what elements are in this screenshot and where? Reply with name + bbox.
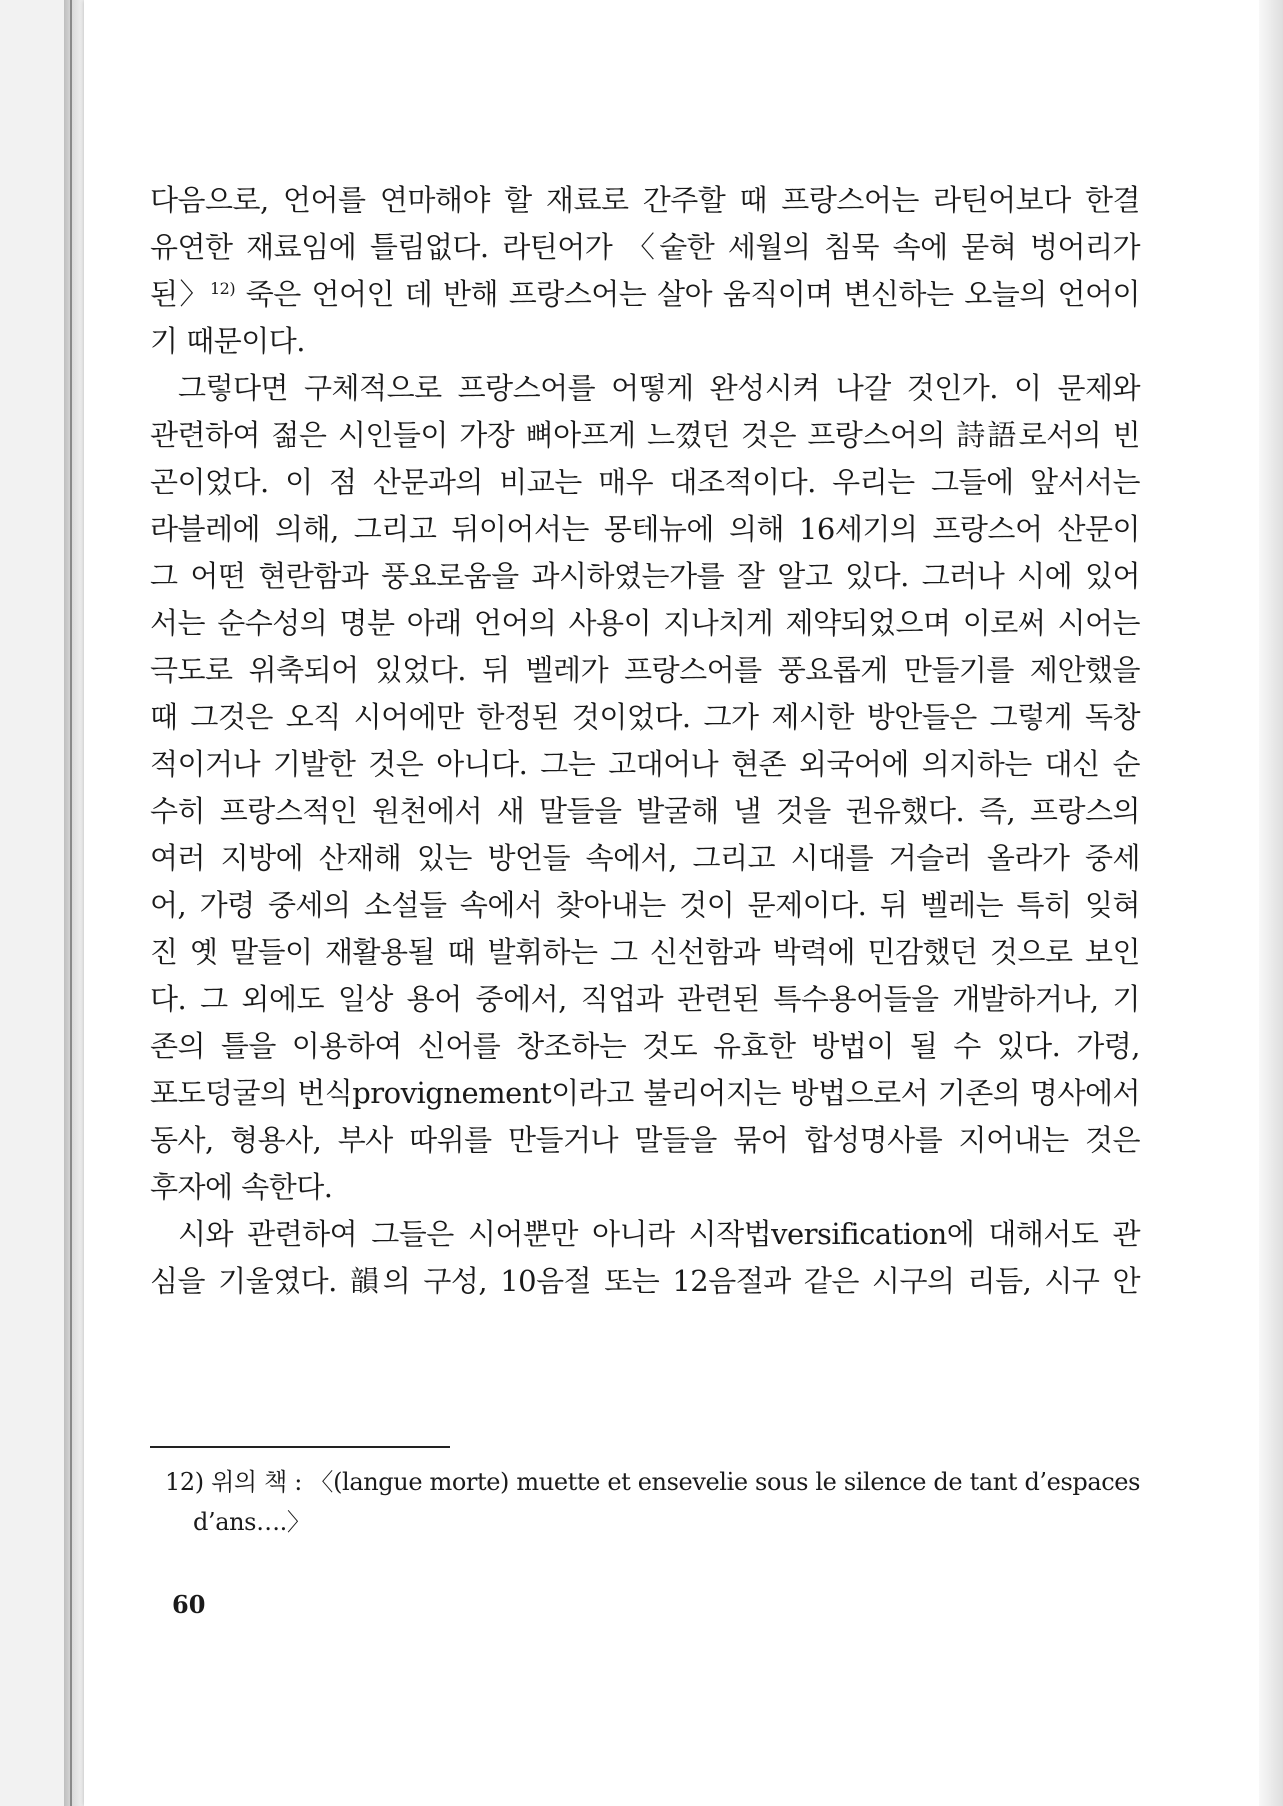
text-line: 후자에 속한다. bbox=[150, 1170, 333, 1204]
page-binding-edge bbox=[64, 0, 86, 1806]
text-line: 어, 가령 중세의 소설들 속에서 찾아내는 것이 문제이다. 뒤 벨레는 특히 잊혀 bbox=[150, 888, 1140, 922]
text-line: 기 때문이다. bbox=[150, 324, 306, 358]
right-page-shadow bbox=[1259, 0, 1283, 1806]
text-line: 관련하여 젊은 시인들이 가장 뼈아프게 느꼈던 것은 프랑스어의 詩語로서의 빈 bbox=[150, 418, 1140, 452]
text-line: 유연한 재료임에 틀림없다. 라틴어가 〈숱한 세월의 침묵 속에 묻혀 벙어리가 bbox=[150, 230, 1140, 264]
text-line: 적이거나 기발한 것은 아니다. 그는 고대어나 현존 외국어에 의지하는 대신 순 bbox=[150, 747, 1140, 781]
page-number: 60 bbox=[172, 1590, 206, 1619]
text-line: 서는 순수성의 명분 아래 언어의 사용이 지나치게 제약되었으며 이로써 시어는 bbox=[150, 606, 1140, 640]
text-line: 극도로 위축되어 있었다. 뒤 벨레가 프랑스어를 풍요롭게 만들기를 제안했을 bbox=[150, 653, 1140, 687]
body-text bbox=[150, 177, 1140, 1305]
footnote-line: 12) 위의 책 : 〈(langue morte) muette et ensevelie sous le silence de tant d’espaces bbox=[165, 1468, 1140, 1496]
text-line: 진 옛 말들이 재활용될 때 발휘하는 그 신선함과 박력에 민감했던 것으로 보인 bbox=[150, 935, 1140, 969]
footnote bbox=[165, 1462, 1140, 1542]
footnote-ref: 12) bbox=[209, 279, 236, 298]
text-line: 존의 틀을 이용하여 신어를 창조하는 것도 유효한 방법이 될 수 있다. 가령, bbox=[150, 1029, 1140, 1063]
text-line: 수히 프랑스적인 원천에서 새 말들을 발굴해 낼 것을 권유했다. 즉, 프랑스의 bbox=[150, 794, 1140, 828]
text-line: 다. 그 외에도 일상 용어 중에서, 직업과 관련된 특수용어들을 개발하거나, 기 bbox=[150, 982, 1140, 1016]
text-fragment: 죽은 언어인 데 반해 프랑스어는 살아 움직이며 변신하는 오늘의 언어이 bbox=[235, 277, 1141, 311]
text-line: 그 어떤 현란함과 풍요로움을 과시하였는가를 잘 알고 있다. 그러나 시에 있어 bbox=[150, 559, 1140, 593]
text-line: 동사, 형용사, 부사 따위를 만들거나 말들을 묶어 합성명사를 지어내는 것은 bbox=[150, 1123, 1140, 1157]
footnote-divider bbox=[150, 1446, 450, 1448]
text-line: 심을 기울였다. 韻의 구성, 10음절 또는 12음절과 같은 시구의 리듬, 시구 안 bbox=[150, 1264, 1140, 1298]
text-line: 그렇다면 구체적으로 프랑스어를 어떻게 완성시켜 나갈 것인가. 이 문제와 bbox=[178, 371, 1140, 405]
text-line bbox=[150, 271, 1140, 318]
text-line: 때 그것은 오직 시어에만 한정된 것이었다. 그가 제시한 방안들은 그렇게 독창 bbox=[150, 700, 1140, 734]
text-line: 여러 지방에 산재해 있는 방언들 속에서, 그리고 시대를 거슬러 올라가 중세 bbox=[150, 841, 1140, 875]
page-binding-line bbox=[70, 0, 72, 1806]
text-line: 시와 관련하여 그들은 시어뿐만 아니라 시작법versification에 대해서도 관 bbox=[178, 1217, 1140, 1251]
text-line: 라블레에 의해, 그리고 뒤이어서는 몽테뉴에 의해 16세기의 프랑스어 산문이 bbox=[150, 512, 1140, 546]
text-fragment: 된〉 bbox=[150, 277, 210, 311]
text-line: 곤이었다. 이 점 산문과의 비교는 매우 대조적이다. 우리는 그들에 앞서서는 bbox=[150, 465, 1140, 499]
text-line: 다음으로, 언어를 연마해야 할 재료로 간주할 때 프랑스어는 라틴어보다 한결 bbox=[150, 183, 1140, 217]
text-line: 포도덩굴의 번식provignement이라고 불리어지는 방법으로서 기존의 명사에서 bbox=[150, 1076, 1140, 1110]
footnote-line: d’ans….〉 bbox=[193, 1508, 311, 1536]
